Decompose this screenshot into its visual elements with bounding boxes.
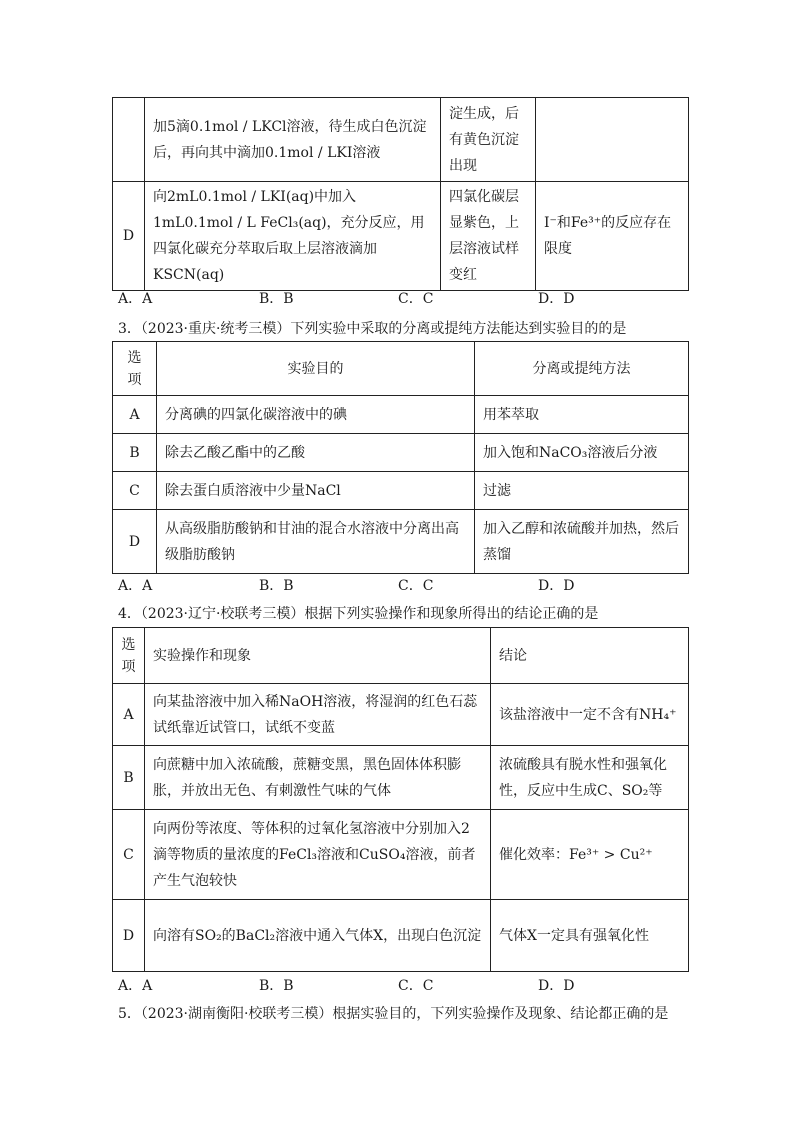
operation-cell: 向某盐溶液中加入稀NaOH溶液，将湿润的红色石蕊试纸靠近试管口，试纸不变蓝 <box>145 684 491 746</box>
option-c[interactable]: C．C <box>398 978 434 994</box>
phenomenon-cell: 四氯化碳层显紫色，上层溶液试样变红 <box>441 182 536 291</box>
goal-cell: 从高级脂肪酸钠和甘油的混合水溶液中分离出高级脂肪酸钠 <box>157 510 475 574</box>
option-d[interactable]: D．D <box>538 978 575 994</box>
operation-cell: 向蔗糖中加入浓硫酸，蔗糖变黑，黑色固体体积膨胀，并放出无色、有刺激性气味的气体 <box>145 746 491 810</box>
conclusion-cell <box>536 98 689 182</box>
method-cell: 用苯萃取 <box>475 396 689 434</box>
table-row <box>113 472 689 510</box>
option-label <box>113 98 145 182</box>
goal-cell: 除去蛋白质溶液中少量NaCl <box>157 472 475 510</box>
phenomenon-cell: 淀生成，后有黄色沉淀出现 <box>441 98 536 182</box>
table-header-row <box>113 628 689 684</box>
option-b[interactable]: B．B <box>259 578 294 594</box>
option-b[interactable]: B．B <box>259 291 294 307</box>
option-label: D <box>113 182 145 291</box>
option-label: D <box>113 510 157 574</box>
header-option: 选项 <box>113 342 157 396</box>
option-d[interactable]: D．D <box>538 291 575 307</box>
option-b[interactable]: B．B <box>259 978 294 994</box>
conclusion-cell: 浓硫酸具有脱水性和强氧化性，反应中生成C、SO₂等 <box>491 746 689 810</box>
option-label: A <box>113 684 145 746</box>
header-goal: 实验目的 <box>157 342 475 396</box>
conclusion-cell: 气体X一定具有强氧化性 <box>491 900 689 972</box>
table-row <box>113 182 689 291</box>
table-row <box>113 684 689 746</box>
operation-cell: 加5滴0.1mol / LKCl溶液，待生成白色沉淀后，再向其中滴加0.1mol / LKI溶液 <box>145 98 441 182</box>
question-3-table <box>112 341 689 574</box>
conclusion-cell: I⁻和Fe³⁺的反应存在限度 <box>536 182 689 291</box>
method-cell: 过滤 <box>475 472 689 510</box>
table-header-row <box>113 342 689 396</box>
question-4-stem: 4．（2023·辽宁·校联考三模）根据下列实验操作和现象所得出的结论正确的是 <box>118 606 599 622</box>
table-row <box>113 746 689 810</box>
table-row <box>113 98 689 182</box>
option-label: B <box>113 434 157 472</box>
goal-cell: 分离碘的四氯化碳溶液中的碘 <box>157 396 475 434</box>
option-label: D <box>113 900 145 972</box>
table-row <box>113 810 689 900</box>
option-label: B <box>113 746 145 810</box>
experiment-table-continued <box>112 97 689 291</box>
option-label: C <box>113 810 145 900</box>
table-row <box>113 396 689 434</box>
option-a[interactable]: A．A <box>118 978 153 994</box>
option-a[interactable]: A．A <box>118 291 153 307</box>
table-row <box>113 434 689 472</box>
header-conclusion: 结论 <box>491 628 689 684</box>
conclusion-cell: 该盐溶液中一定不含有NH₄⁺ <box>491 684 689 746</box>
operation-cell: 向两份等浓度、等体积的过氧化氢溶液中分别加入2滴等物质的量浓度的FeCl₃溶液和CuSO₄溶液，前者产生气泡较快 <box>145 810 491 900</box>
operation-cell: 向溶有SO₂的BaCl₂溶液中通入气体X，出现白色沉淀 <box>145 900 491 972</box>
option-a[interactable]: A．A <box>118 578 153 594</box>
option-d[interactable]: D．D <box>538 578 575 594</box>
goal-cell: 除去乙酸乙酯中的乙酸 <box>157 434 475 472</box>
header-option: 选项 <box>113 628 145 684</box>
header-method: 分离或提纯方法 <box>475 342 689 396</box>
option-c[interactable]: C．C <box>398 578 434 594</box>
conclusion-cell: 催化效率：Fe³⁺ > Cu²⁺ <box>491 810 689 900</box>
question-4-table <box>112 627 689 972</box>
method-cell: 加入饱和NaCO₃溶液后分液 <box>475 434 689 472</box>
question-5-stem: 5．（2023·湖南衡阳·校联考三模）根据实验目的，下列实验操作及现象、结论都正确的是 <box>118 1006 669 1022</box>
question-3-stem: 3．（2023·重庆·统考三模）下列实验中采取的分离或提纯方法能达到实验目的的是 <box>118 321 627 337</box>
header-operation: 实验操作和现象 <box>145 628 491 684</box>
table-row <box>113 510 689 574</box>
option-label: A <box>113 396 157 434</box>
option-label: C <box>113 472 157 510</box>
operation-cell: 向2mL0.1mol / LKI(aq)中加入1mL0.1mol / L FeCl₃(aq)，充分反应，用四氯化碳充分萃取后取上层溶液滴加KSCN(aq) <box>145 182 441 291</box>
method-cell: 加入乙醇和浓硫酸并加热，然后蒸馏 <box>475 510 689 574</box>
option-c[interactable]: C．C <box>398 291 434 307</box>
table-row <box>113 900 689 972</box>
